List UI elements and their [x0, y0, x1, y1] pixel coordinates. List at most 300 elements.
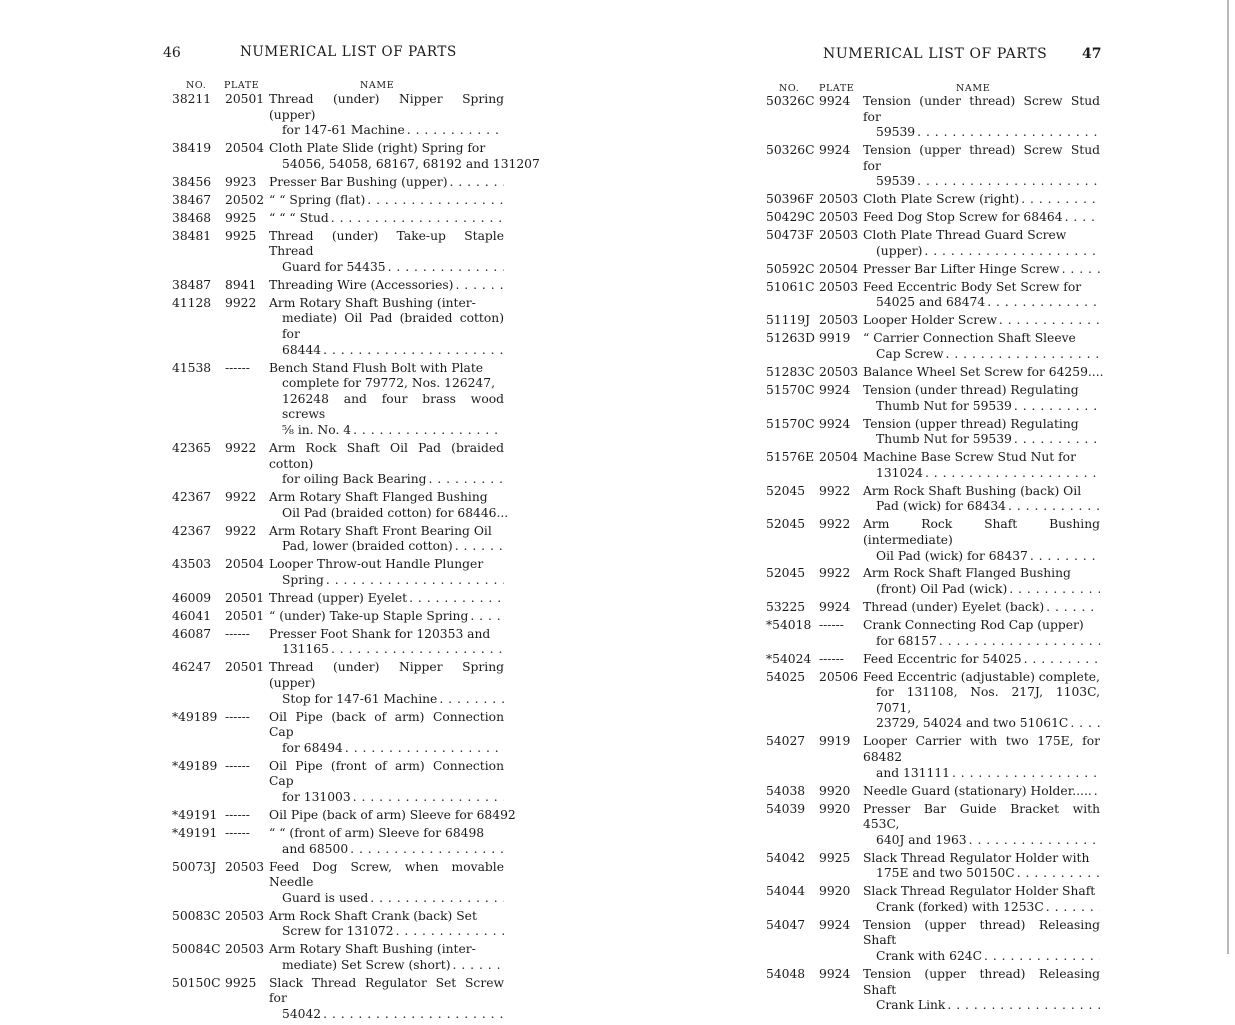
plate-number: 9920 [819, 884, 851, 899]
part-row [766, 670, 1100, 732]
dot-leader [439, 692, 504, 708]
part-name-continuation-text: 175E and two 50150C [876, 866, 1015, 881]
dot-leader [1046, 900, 1100, 916]
dot-leader [331, 642, 504, 658]
page-edge-divider [1227, 0, 1229, 954]
part-name [269, 92, 504, 139]
part-name-line: Presser Bar Guide Bracket with 453C, [863, 801, 1100, 832]
part-number: 54047 [766, 917, 806, 932]
part-name-continuation [863, 244, 1100, 260]
part-name-continuation-text: 59539 [876, 174, 916, 189]
dot-leader [1017, 866, 1100, 882]
part-name-continuation-text: Spring [282, 572, 324, 587]
dot-leader [370, 891, 504, 907]
part-name-continuation [269, 642, 504, 658]
part-name-line: Tension (upper thread) Screw Stud for [863, 143, 1100, 173]
part-name [269, 942, 504, 973]
part-name [863, 517, 1100, 564]
plate-number: 9924 [819, 917, 851, 932]
dot-leader [984, 949, 1100, 965]
part-row [766, 652, 1100, 668]
part-name-continuation-text: Pad (wick) for 68434 [876, 499, 1006, 514]
dot-leader [1070, 716, 1100, 732]
part-name-line: Feed Dog Screw, when movable Needle [269, 859, 504, 890]
part-row [172, 441, 504, 488]
part-name-continuation-text: 68444 [282, 342, 322, 357]
right-page [618, 0, 1235, 1013]
dot-leader [453, 958, 505, 974]
part-row [766, 884, 1100, 915]
part-name-line: Bench Stand Flush Bolt with Plate [269, 360, 484, 375]
part-name [863, 383, 1100, 414]
part-number: 38456 [172, 174, 212, 189]
part-name [269, 710, 504, 757]
plate-number: 20503 [819, 279, 859, 294]
column-header-plate: PLATE [224, 80, 260, 91]
part-name-line-text: Presser Bar Bushing (upper) [269, 174, 448, 189]
dot-leader [388, 260, 504, 276]
part-row [172, 278, 504, 294]
part-name [863, 967, 1100, 1014]
part-name [269, 278, 504, 294]
part-name-line: Feed Eccentric Body Set Screw for [863, 279, 1082, 294]
part-number: 54042 [766, 850, 806, 865]
part-row [172, 826, 504, 857]
part-name-continuation [863, 716, 1100, 732]
part-row [172, 759, 504, 806]
page-number: 46 [163, 45, 181, 61]
part-row [766, 967, 1100, 1014]
plate-number: 20501 [225, 92, 265, 106]
part-row [766, 600, 1100, 616]
part-row [172, 660, 504, 707]
dot-leader [1062, 262, 1100, 278]
part-number: *54018 [766, 618, 812, 633]
part-name-line: Machine Base Screw Stud Nut for [863, 450, 1076, 465]
part-name-continuation [269, 472, 504, 488]
part-name [269, 296, 504, 358]
part-row [766, 228, 1100, 259]
dot-leader [987, 295, 1100, 311]
part-name-line [863, 784, 1100, 800]
dot-leader [450, 175, 504, 191]
part-name-line: Tension (upper thread) Releasing Shaft [863, 967, 1100, 997]
part-name-continuation-text: and 131111 [876, 765, 950, 780]
dot-leader [1024, 652, 1100, 668]
part-name [863, 851, 1100, 882]
part-name-continuation-text: 640J and 1963 [876, 832, 967, 847]
part-name-line [269, 591, 504, 607]
part-name [269, 976, 504, 1023]
part-name-line: Slack Thread Regulator Holder with [863, 850, 1090, 865]
dot-leader [409, 591, 504, 607]
part-number: 46041 [172, 608, 212, 623]
part-row [766, 192, 1100, 208]
part-name [269, 490, 509, 521]
part-name-continuation-text: Crank (forked) with 1253C [876, 899, 1044, 914]
part-name-continuation [269, 1007, 504, 1023]
part-name-continuation [863, 347, 1100, 363]
part-name [269, 141, 540, 172]
part-number: 41128 [172, 295, 212, 310]
part-name-line: Slack Thread Regulator Set Screw for [269, 975, 504, 1006]
part-number: 51576E [766, 450, 815, 465]
dot-leader [470, 609, 504, 625]
part-name [269, 909, 504, 940]
plate-number: 9924 [819, 94, 851, 108]
part-name-line-text: Feed Dog Stop Screw for 68464 [863, 210, 1063, 225]
column-header-name: NAME [956, 83, 991, 94]
part-row [172, 193, 504, 209]
dot-leader [353, 423, 504, 439]
running-head: NUMERICAL LIST OF PARTS [823, 46, 1048, 62]
part-name-continuation [269, 505, 509, 522]
part-name-continuation [269, 958, 504, 974]
part-row [172, 524, 504, 555]
dot-leader [924, 244, 1100, 260]
plate-number: 20503 [819, 192, 859, 207]
part-number: 54048 [766, 967, 806, 982]
part-name-line-text: Oil Pipe (back of arm) Sleeve for 68492 [269, 807, 516, 822]
dot-leader [1046, 600, 1100, 616]
part-row [172, 609, 504, 625]
part-name-continuation-text: Thumb Nut for 59539 [876, 432, 1012, 447]
part-name-line-text: Cloth Plate Screw (right) [863, 192, 1020, 207]
part-number: 50429C [766, 210, 815, 225]
part-row [766, 566, 1100, 597]
part-name-line-text: Thread (under) Eyelet (back) [863, 600, 1045, 615]
plate-number: 20503 [225, 859, 265, 874]
part-name [269, 361, 504, 439]
part-name-line: Arm Rotary Shaft Bushing (inter- [269, 295, 476, 310]
plate-number: ------ [225, 360, 250, 375]
plate-number: 9922 [225, 523, 257, 538]
part-name-continuation-text: Screw for 131072 [282, 924, 394, 939]
part-name-continuation-text: for oiling Back Bearing [282, 472, 427, 487]
part-number: 38481 [172, 228, 212, 243]
part-name-continuation-text: 59539 [876, 125, 916, 140]
part-name-continuation [269, 156, 540, 173]
part-row [766, 517, 1100, 564]
part-number: 42367 [172, 523, 212, 538]
part-name-line-text: Looper Holder Screw [863, 313, 997, 328]
part-name-line [863, 652, 1100, 668]
part-name-line [863, 262, 1100, 278]
part-name [269, 441, 504, 488]
part-name-line: “ Carrier Connection Shaft Sleeve [863, 331, 1076, 346]
part-name-line [863, 192, 1100, 208]
part-name-line [863, 600, 1100, 616]
part-row [172, 92, 504, 139]
part-name-line: Arm Rotary Shaft Bushing (inter- [269, 942, 476, 957]
dot-leader [323, 1007, 504, 1023]
part-row [172, 909, 504, 940]
part-row [172, 860, 504, 907]
part-row [766, 365, 1104, 381]
part-number: 54039 [766, 801, 806, 816]
dot-leader [455, 278, 504, 294]
part-row [172, 229, 504, 276]
plate-number: 20503 [819, 210, 859, 225]
part-row [172, 557, 504, 588]
part-name [863, 600, 1100, 616]
part-row [172, 296, 504, 358]
part-number: 51263D [766, 331, 815, 346]
part-number: 42365 [172, 440, 212, 455]
part-name-continuation: 126248 and four brass wood screws [282, 391, 504, 422]
plate-number: 20501 [225, 590, 265, 605]
part-name [269, 229, 504, 276]
part-row [172, 591, 504, 607]
plate-number: ------ [819, 618, 844, 633]
part-name-line: Slack Thread Regulator Holder Shaft [863, 884, 1096, 899]
dot-leader [455, 539, 504, 555]
part-name-line: Presser Foot Shank for 120353 and [269, 626, 491, 641]
part-row [172, 211, 504, 227]
part-number: 46247 [172, 660, 212, 675]
part-name-line-text: Needle Guard (stationary) Holder..... [863, 783, 1092, 798]
part-row [766, 94, 1100, 141]
part-row [172, 976, 504, 1023]
dot-leader [946, 347, 1100, 363]
plate-number: 20503 [225, 942, 265, 957]
plate-number: 20504 [225, 141, 265, 156]
part-name-continuation [269, 260, 504, 276]
part-row [766, 484, 1100, 515]
part-name [269, 524, 504, 555]
dot-leader [326, 573, 504, 589]
part-number: 50083C [172, 908, 221, 923]
part-name-continuation [863, 466, 1100, 482]
part-number: 46009 [172, 590, 212, 605]
part-number: 38468 [172, 210, 212, 225]
dot-leader [925, 466, 1100, 482]
plate-number: ------ [819, 651, 844, 666]
part-name-line: Tension (under thread) Regulating [863, 383, 1079, 397]
part-name-line: Cloth Plate Slide (right) Spring for [269, 141, 486, 156]
part-name-continuation [863, 766, 1100, 782]
dot-leader [1014, 399, 1100, 415]
part-row [172, 141, 540, 172]
part-name [269, 860, 504, 907]
part-name-continuation [269, 539, 504, 555]
part-name [863, 210, 1100, 226]
part-name-continuation-text: mediate) Set Screw (short) [282, 957, 451, 972]
plate-number: ------ [225, 626, 250, 641]
part-row [766, 450, 1100, 481]
part-row [172, 942, 504, 973]
part-name-line: Thread (under) Take-up Staple Thread [269, 228, 504, 259]
part-name [863, 566, 1100, 597]
dot-leader [917, 125, 1100, 141]
part-name-continuation-text: Crank with 624C [876, 949, 983, 964]
parts-list [766, 94, 1104, 1016]
part-name [863, 670, 1100, 732]
part-name-line [269, 609, 504, 625]
part-row [766, 143, 1100, 190]
part-name-line-text: Feed Eccentric for 54025 [863, 651, 1022, 666]
part-name-continuation [269, 891, 504, 907]
dot-leader [367, 193, 504, 209]
part-name-line-text: “ “ Spring (flat) [269, 192, 366, 207]
part-number: 38419 [172, 141, 212, 156]
part-name-continuation [269, 741, 504, 757]
plate-number: 9920 [819, 783, 851, 798]
parts-list [172, 92, 540, 1025]
part-row [766, 851, 1100, 882]
dot-leader [1094, 784, 1100, 800]
part-name-continuation-text: 131165 [282, 642, 329, 657]
part-row [172, 175, 504, 191]
part-name-continuation [269, 123, 504, 139]
column-header-no: NO. [779, 83, 800, 94]
dot-leader [1008, 499, 1100, 515]
dot-leader [331, 211, 504, 227]
part-name-continuation-text: for 68494 [282, 740, 343, 755]
part-row [172, 490, 509, 521]
part-name-continuation: complete for 79772, Nos. 126247, [282, 376, 495, 391]
part-name [863, 313, 1100, 329]
part-number: *54024 [766, 651, 812, 666]
part-name-continuation [863, 634, 1100, 650]
plate-number: 9922 [819, 566, 851, 581]
part-name-continuation [863, 866, 1100, 882]
part-row [766, 918, 1100, 965]
part-name-line: “ “ (front of arm) Sleeve for 68498 [269, 825, 485, 840]
plate-number: 9922 [225, 490, 257, 505]
dot-leader [969, 833, 1100, 849]
part-row [172, 361, 504, 439]
part-name [269, 591, 504, 607]
part-name [863, 734, 1100, 781]
plate-number: 9919 [819, 734, 851, 749]
part-name [269, 609, 504, 625]
part-name-line-text: Presser Bar Lifter Hinge Screw [863, 261, 1060, 276]
plate-number: 20501 [225, 660, 265, 675]
part-name-line: Feed Eccentric (adjustable) complete, [863, 669, 1100, 684]
part-name-continuation [269, 573, 504, 589]
part-name-line: Arm Rock Shaft Crank (back) Set [269, 908, 477, 923]
plate-number: 20503 [225, 908, 265, 923]
dot-leader [917, 174, 1100, 190]
part-name-continuation [863, 900, 1100, 916]
part-name-continuation [863, 295, 1100, 311]
part-name [269, 807, 516, 824]
part-name-continuation-text: Cap Screw [876, 347, 944, 362]
part-name-line-text: Balance Wheel Set Screw for 64259.... [863, 365, 1104, 380]
part-name-line: Arm Rotary Shaft Flanged Bushing [269, 490, 488, 505]
part-name-continuation [863, 125, 1100, 141]
left-page [0, 0, 618, 1022]
plate-number: 20504 [819, 261, 859, 276]
part-name-continuation-text: Stop for 147-61 Machine [282, 691, 438, 706]
part-row [766, 262, 1100, 278]
part-name-line [269, 211, 504, 227]
plate-number: 9923 [225, 174, 257, 189]
part-number: 50326C [766, 143, 815, 158]
part-row [172, 627, 504, 658]
part-name-line [863, 365, 1104, 381]
plate-number: 9925 [225, 228, 257, 243]
part-name-continuation-text: for 68157 [876, 633, 937, 648]
plate-number: 9924 [819, 600, 851, 615]
part-row [766, 734, 1100, 781]
part-name-line: Cloth Plate Thread Guard Screw [863, 228, 1067, 243]
part-name-continuation [863, 174, 1100, 190]
dot-leader [939, 634, 1100, 650]
part-row [766, 618, 1100, 649]
part-name [269, 660, 504, 707]
part-number: 50073J [172, 859, 217, 874]
dot-leader [1021, 192, 1100, 208]
column-header-plate: PLATE [819, 83, 855, 94]
part-name [863, 918, 1100, 965]
part-name-line-text: “ “ “ Stud [269, 210, 329, 225]
part-name-line [269, 278, 504, 294]
plate-number: 9919 [819, 331, 851, 346]
part-name-continuation-text: Guard is used [282, 890, 369, 905]
part-name-line [269, 175, 504, 191]
part-name-line [863, 210, 1100, 226]
plate-number: ------ [225, 807, 250, 822]
plate-number: 20504 [225, 557, 265, 572]
dot-leader [396, 924, 504, 940]
plate-number: 9922 [225, 440, 257, 455]
part-name-continuation-text: for 131003 [282, 789, 351, 804]
part-name-line [863, 313, 1100, 329]
part-name [863, 652, 1100, 668]
plate-number: 20503 [819, 365, 859, 380]
part-name-continuation [269, 790, 504, 806]
part-row [766, 313, 1100, 329]
dot-leader [345, 741, 504, 757]
part-name-continuation-text: 23729, 54024 and two 51061C [876, 716, 1069, 731]
dot-leader [1014, 432, 1100, 448]
plate-number: 20502 [225, 192, 265, 207]
part-number: *49189 [172, 758, 218, 773]
part-name-line: Arm Rotary Shaft Front Bearing Oil [269, 523, 492, 538]
part-name-continuation-text: 54025 and 68474 [876, 295, 986, 310]
part-number: 46087 [172, 626, 212, 641]
dot-leader [323, 343, 504, 359]
part-name [863, 228, 1100, 259]
plate-number: 9925 [225, 210, 257, 225]
dot-leader [947, 998, 1100, 1014]
part-name-continuation [269, 692, 504, 708]
part-number: 50396F [766, 192, 814, 207]
part-name-line: Arm Rock Shaft Flanged Bushing [863, 566, 1071, 581]
part-name-line: Arm Rock Shaft Bushing (intermediate) [863, 517, 1100, 547]
part-row [172, 807, 516, 824]
part-name-continuation: mediate) Oil Pad (braided cotton) for [282, 311, 504, 342]
plate-number: 9924 [819, 143, 851, 158]
part-number: 50473F [766, 228, 814, 243]
part-name [863, 417, 1100, 448]
part-name-continuation-text: 54056, 54058, 68167, 68192 and 131207 [282, 156, 540, 171]
part-number: 43503 [172, 557, 212, 572]
part-name [269, 193, 504, 209]
part-name-line: Looper Throw-out Handle Plunger [269, 557, 484, 572]
part-name [863, 94, 1100, 141]
part-name-continuation-text: 131024 [876, 465, 923, 480]
part-name [269, 557, 504, 588]
plate-number: 9924 [819, 416, 851, 431]
part-name [863, 192, 1100, 208]
part-row [766, 802, 1100, 849]
dot-leader [350, 842, 504, 858]
plate-number: 9925 [225, 975, 257, 990]
part-name-line-text: Thread (upper) Eyelet [269, 590, 408, 605]
